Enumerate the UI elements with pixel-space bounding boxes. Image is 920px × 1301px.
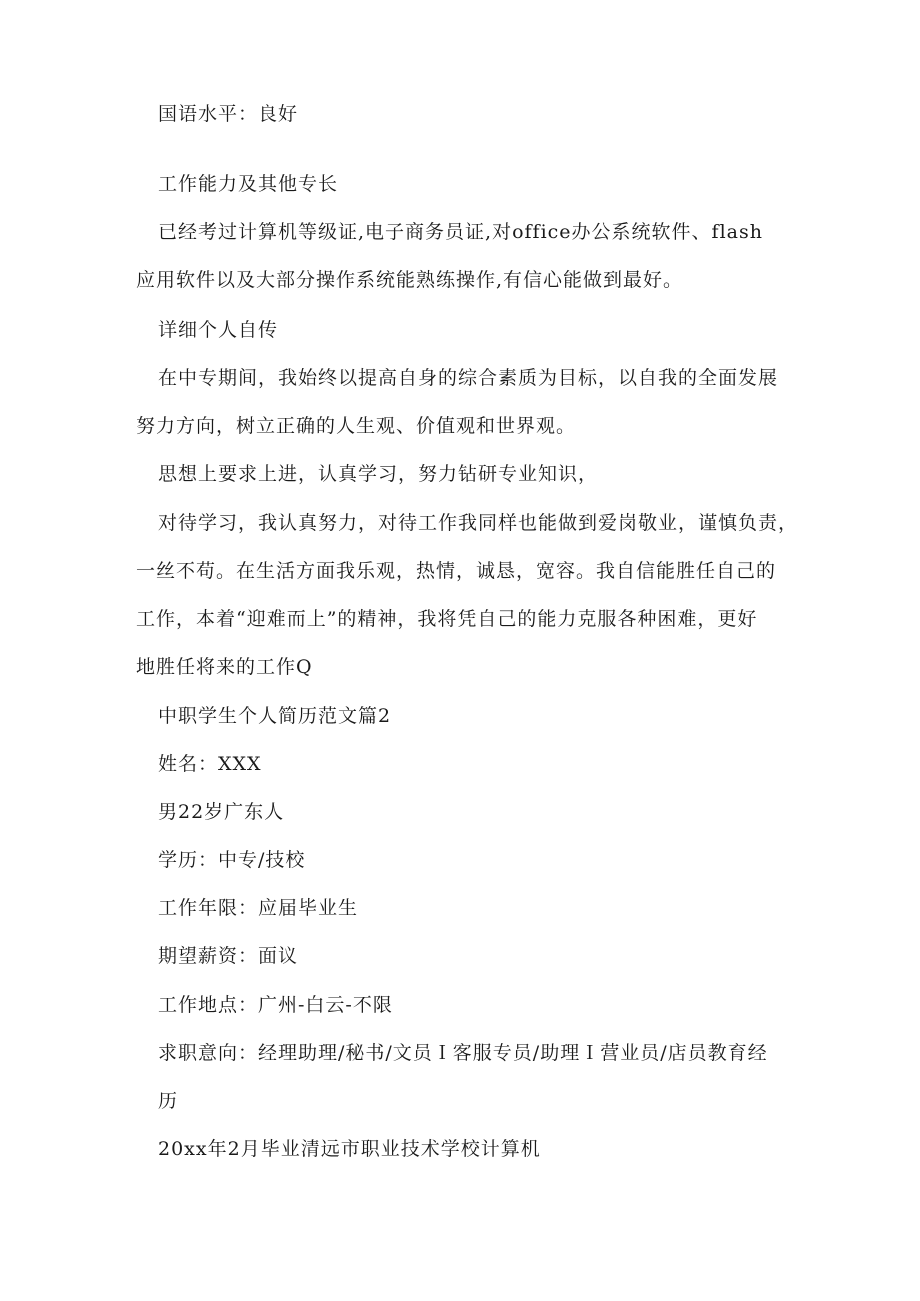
skills-paragraph-line-1: 已经考过计算机等级证,电子商务员证,对office办公系统软件、flash [158, 221, 763, 243]
name-line: 姓名：XXX [158, 753, 262, 775]
gender-age-origin-line: 男22岁广东人 [158, 801, 285, 823]
autobiography-line-1: 在中专期间，我始终以提高自身的综合素质为目标，以自我的全面发展 [158, 367, 779, 389]
work-location-line: 工作地点：广州-白云-不限 [158, 994, 393, 1016]
resume-title: 中职学生个人简历范文篇2 [158, 705, 392, 727]
autobiography-line-5: 一丝不苟。在生活方面我乐观，热情，诚恳，宽容。我自信能胜任自己的 [136, 560, 777, 582]
expected-salary-line: 期望薪资：面议 [158, 945, 299, 967]
job-intention-line: 求职意向：经理助理/秘书/文员Ｉ客服专员/助理Ｉ营业员/店员教育经 [158, 1042, 768, 1064]
autobiography-line-7: 地胜任将来的工作Q [136, 656, 313, 678]
education-history-heading-tail: 历 [158, 1090, 179, 1112]
autobiography-line-2: 努力方向，树立正确的人生观、价值观和世界观。 [136, 415, 577, 437]
work-years-line: 工作年限：应届毕业生 [158, 897, 359, 919]
autobiography-line-6: 工作，本着“迎难而上”的精神，我将凭自己的能力克服各种困难，更好 [136, 608, 758, 630]
graduation-line: 20xx年2月毕业清远市职业技术学校计算机 [158, 1138, 541, 1160]
section-heading-autobiography: 详细个人自传 [158, 319, 279, 341]
autobiography-line-4: 对待学习，我认真努力，对待工作我同样也能做到爱岗敬业，谨慎负责， [158, 512, 799, 534]
skills-paragraph-line-2: 应用软件以及大部分操作系统能熟练操作,有信心能做到最好。 [136, 269, 684, 291]
section-heading-skills: 工作能力及其他专长 [158, 173, 339, 195]
education-line: 学历：中专/技校 [158, 849, 306, 871]
autobiography-line-3: 思想上要求上进，认真学习，努力钻研专业知识， [158, 463, 599, 485]
language-level-line: 国语水平：良好 [158, 103, 299, 125]
